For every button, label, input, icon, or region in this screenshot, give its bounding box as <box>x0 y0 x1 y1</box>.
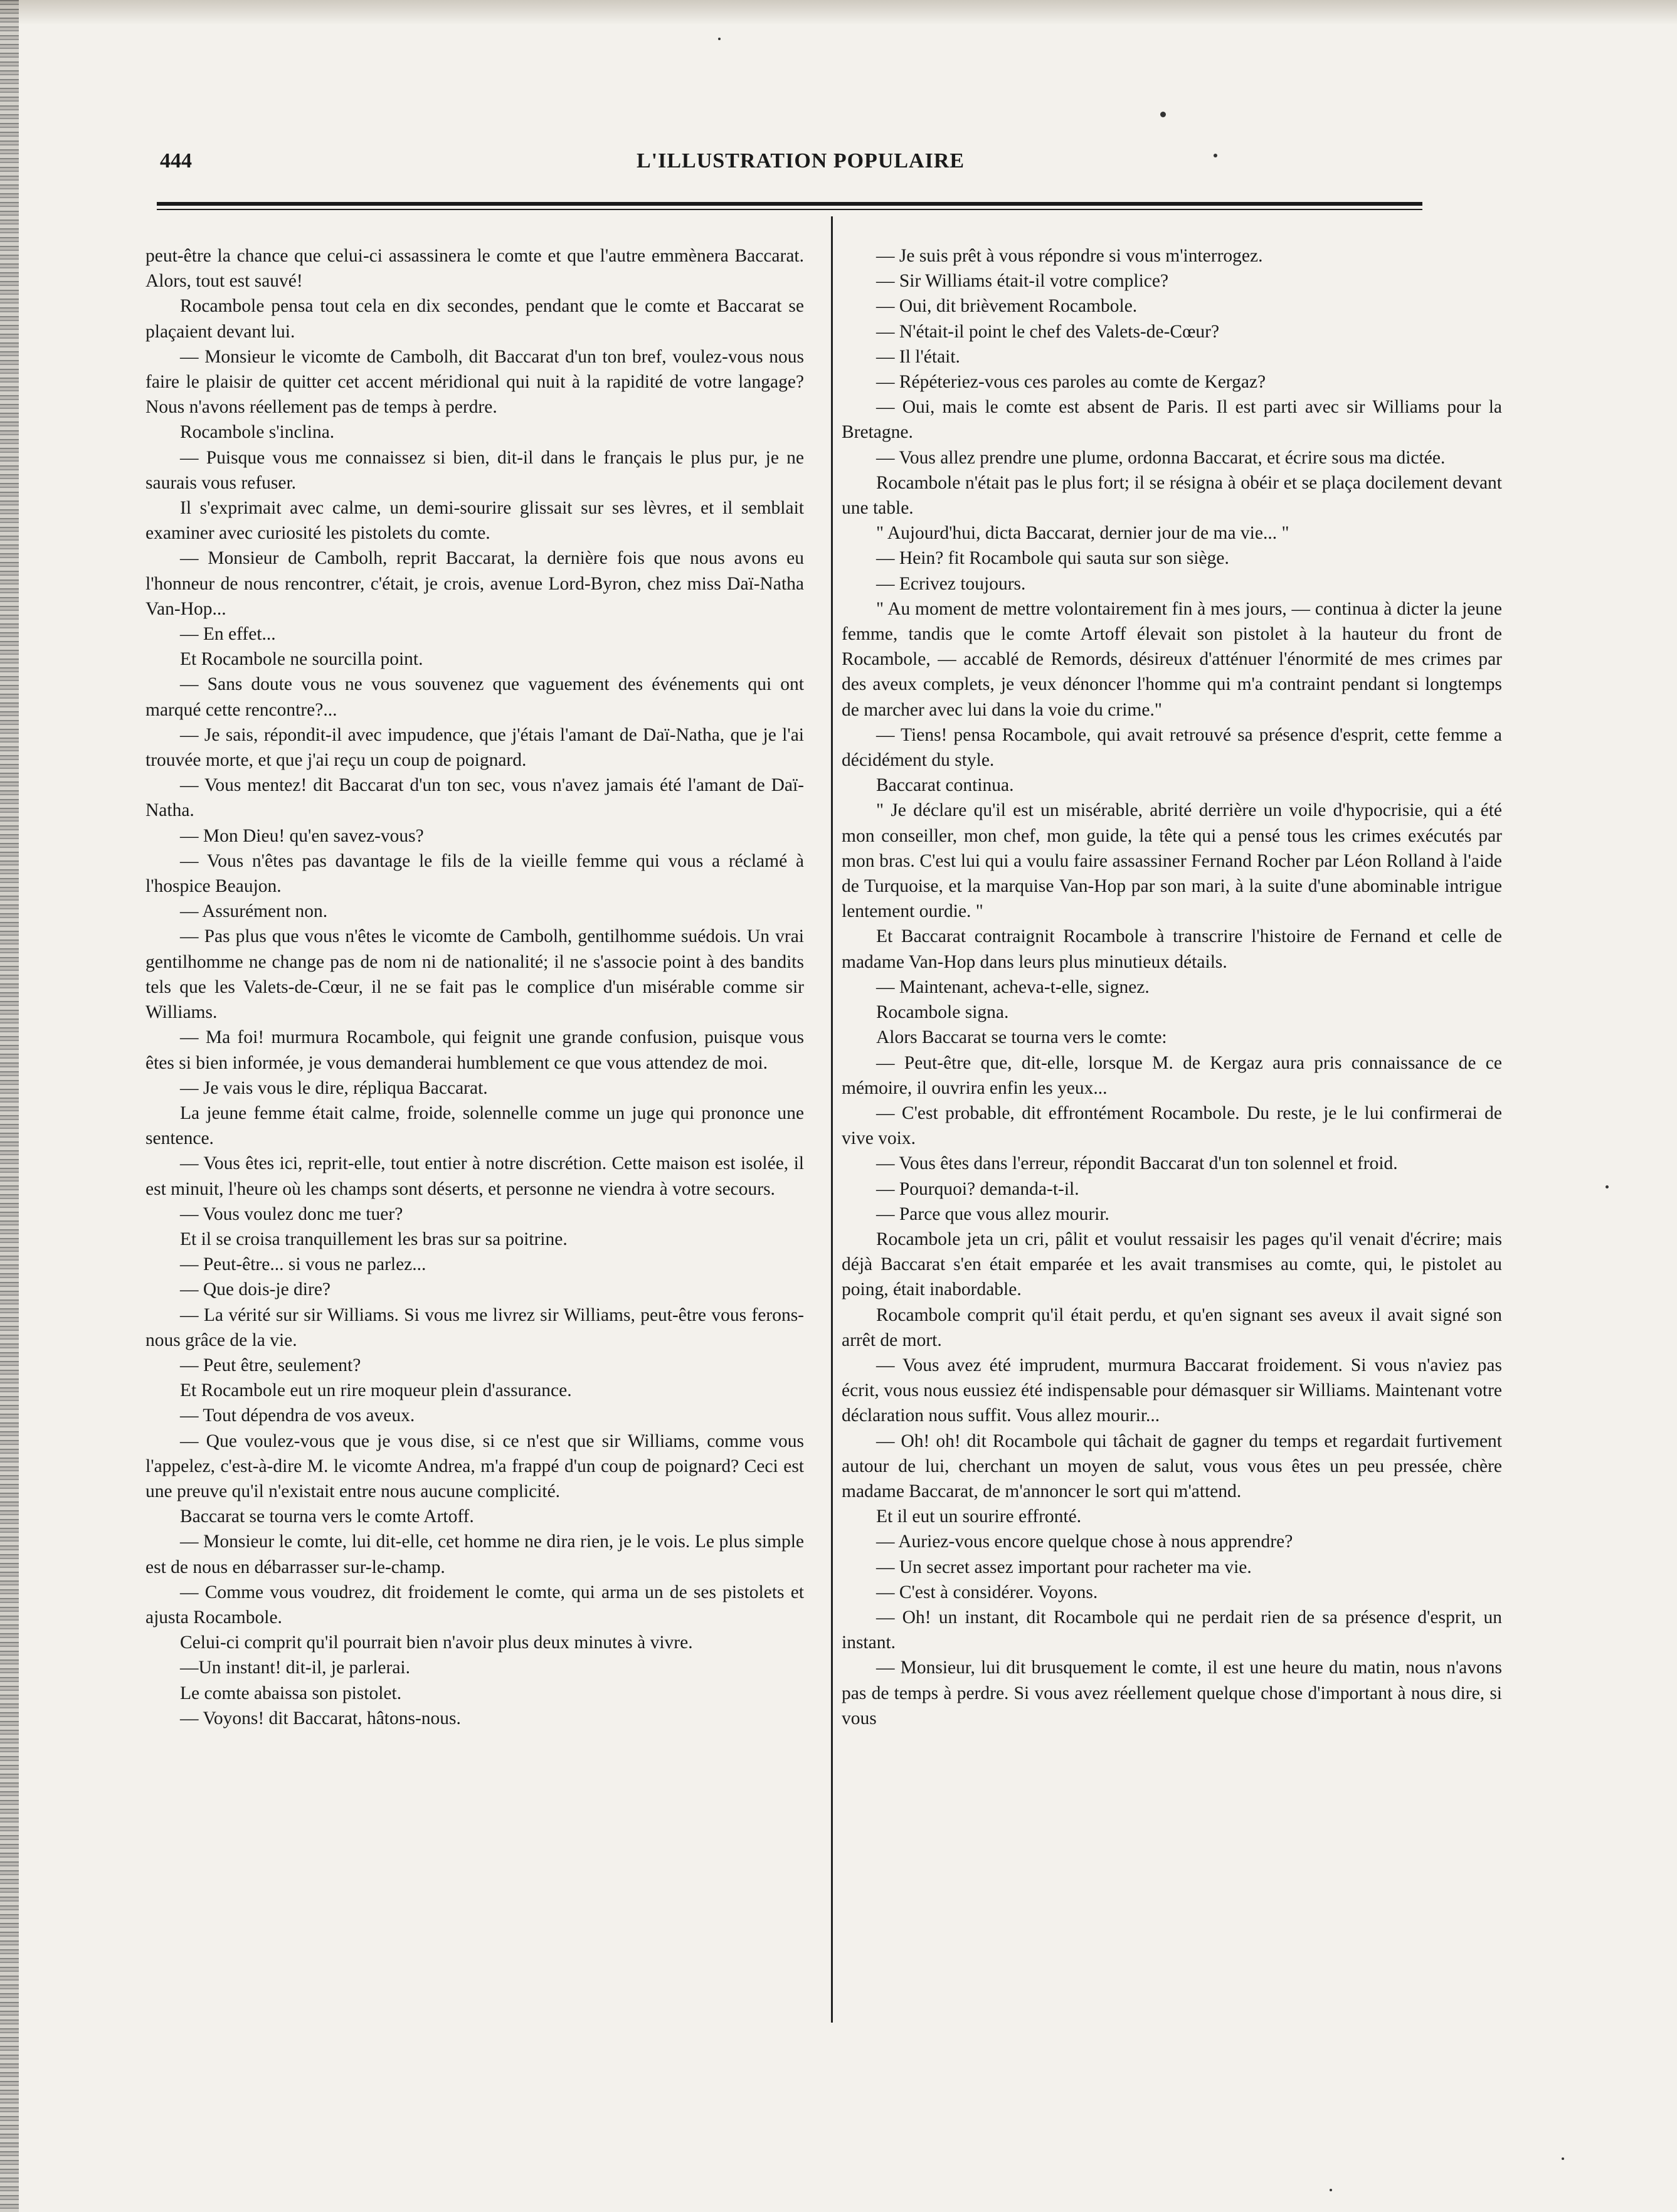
paragraph: peut-être la chance que celui-ci assassinera le comte et que l'autre emmènera Baccarat. Alors, tout est sauvé! <box>145 246 804 292</box>
paragraph: — Voyons! dit Baccarat, hâtons-nous. <box>180 1708 461 1728</box>
paragraph: — Ma foi! murmura Rocambole, qui feignit une grande confusion, puisque vous êtes si bien informée, je vous demanderai humblement ce que vous attendez de moi. <box>145 1027 804 1073</box>
paragraph: — Mon Dieu! qu'en savez-vous? <box>180 825 424 846</box>
paragraph: — Sans doute vous ne vous souvenez que vaguement des événements qui ont marqué cette rencontre?... <box>145 674 804 720</box>
paragraph: Et Rocambole eut un rire moqueur plein d'assurance. <box>180 1380 572 1401</box>
paragraph: — Ecrivez toujours. <box>876 573 1026 594</box>
running-title: L'ILLUSTRATION POPULAIRE <box>637 149 965 172</box>
paragraph: — Puisque vous me connaissez si bien, dit-il dans le français le plus pur, je ne saurais vous refuser. <box>145 447 804 493</box>
paragraph: — Pourquoi? demanda-t-il. <box>876 1178 1079 1199</box>
paragraph: — Monsieur, lui dit brusquement le comte, il est une heure du matin, nous n'avons pas de temps à perdre. Si vous avez réellement quelque chose d'important à nous dire, si vous <box>842 1658 1502 1728</box>
paragraph: Rocambole comprit qu'il était perdu, et qu'en signant ses aveux il avait signé son arrêt de mort. <box>842 1304 1502 1350</box>
paragraph: — Sir Williams était-il votre complice? <box>876 271 1169 292</box>
paragraph: — Je vais vous le dire, répliqua Baccarat. <box>180 1077 488 1098</box>
paragraph: Baccarat se tourna vers le comte Artoff. <box>180 1506 474 1527</box>
paragraph: — En effet... <box>180 624 276 645</box>
paragraph: — Assurément non. <box>180 901 328 922</box>
paragraph: Celui-ci comprit qu'il pourrait bien n'avoir plus deux minutes à vivre. <box>180 1633 693 1653</box>
paragraph: — C'est probable, dit effrontément Rocambole. Du reste, je le lui confirmerai de vive voix. <box>842 1103 1502 1149</box>
column-divider <box>831 216 833 2023</box>
paragraph: — Comme vous voudrez, dit froidement le comte, qui arma un de ses pistolets et ajusta Rocambole. <box>145 1582 804 1627</box>
paragraph: — Peut-être... si vous ne parlez... <box>180 1254 426 1275</box>
paragraph: — Vous êtes ici, reprit-elle, tout entier à notre discrétion. Cette maison est isolée, il est minuit, l'heure où les champs sont déserts, et personne ne viendra à votre secours. <box>145 1153 804 1199</box>
scan-edge-left <box>0 0 19 2212</box>
paragraph: — Il l'était. <box>876 346 960 367</box>
paragraph: — Vous n'êtes pas davantage le fils de la vieille femme qui vous a réclamé à l'hospice Beaujon. <box>145 850 804 897</box>
paragraph: — Monsieur le vicomte de Cambolh, dit Baccarat d'un ton bref, voulez-vous nous faire le plaisir de quitter cet accent méridional qui nuit à la rapidité de votre langage? Nous n'avons réellement pas de temps à perdre. <box>145 346 804 418</box>
paragraph: — Peut-être que, dit-elle, lorsque M. de Kergaz aura pris connaissance de ce mémoire, il ouvrira enfin les yeux... <box>842 1052 1502 1098</box>
paragraph: Baccarat continua. <box>876 775 1014 796</box>
paragraph: — Monsieur de Cambolh, reprit Baccarat, la dernière fois que nous avons eu l'honneur de nous rencontrer, c'était, je crois, avenue Lord-Byron, chez miss Daï-Natha Van-Hop... <box>145 548 804 619</box>
paragraph: — Répéteriez-vous ces paroles au comte de Kergaz? <box>876 372 1266 393</box>
paragraph: Et il se croisa tranquillement les bras sur sa poitrine. <box>180 1229 568 1249</box>
paragraph: — Vous mentez! dit Baccarat d'un ton sec, vous n'avez jamais été l'amant de Daï-Natha. <box>145 775 804 821</box>
paragraph: Et Baccarat contraignit Rocambole à transcrire l'histoire de Fernand et celle de madame Van-Hop dans leurs plus minutieux détails. <box>842 926 1502 972</box>
paragraph: — Tiens! pensa Rocambole, qui avait retrouvé sa présence d'esprit, cette femme a décidément du style. <box>842 724 1502 771</box>
paragraph: Rocambole n'était pas le plus fort; il se résigna à obéir et se plaça docilement devant une table. <box>842 472 1502 519</box>
paragraph: — Vous voulez donc me tuer? <box>180 1204 403 1224</box>
paragraph: Rocambole signa. <box>876 1002 1009 1023</box>
right-column <box>842 243 1502 1731</box>
paragraph: Alors Baccarat se tourna vers le comte: <box>876 1027 1167 1048</box>
paragraph: — C'est à considérer. Voyons. <box>876 1582 1098 1602</box>
page-number: 444 <box>160 149 192 172</box>
paragraph: — Tout dépendra de vos aveux. <box>180 1405 415 1426</box>
paragraph: — N'était-il point le chef des Valets-de-Cœur? <box>876 321 1220 342</box>
paragraph: — Que dois-je dire? <box>180 1279 331 1300</box>
paragraph: — Maintenant, acheva-t-elle, signez. <box>876 976 1150 997</box>
paragraph: —Un instant! dit-il, je parlerai. <box>180 1658 411 1678</box>
paragraph: — Hein? fit Rocambole qui sauta sur son siège. <box>876 548 1229 569</box>
scan-edge-top <box>0 0 1677 25</box>
paragraph: Et Rocambole ne sourcilla point. <box>180 649 423 670</box>
paragraph: — Je sais, répondit-il avec impudence, que j'étais l'amant de Daï-Natha, que je l'ai trouvée morte, et que j'ai reçu un coup de poignard. <box>145 724 804 771</box>
header-rule-thin <box>157 209 1422 210</box>
paragraph: — Oui, dit brièvement Rocambole. <box>876 296 1138 317</box>
paragraph: Rocambole jeta un cri, pâlit et voulut ressaisir les pages qu'il venait d'écrire; mais déjà Baccarat s'en était emparée et les avait transmises au comte, qui, le pistolet au poing, était inabordable. <box>842 1229 1502 1300</box>
paragraph: — Oui, mais le comte est absent de Paris. Il est parti avec sir Williams pour la Bretagne. <box>842 397 1502 443</box>
paragraph: — Peut être, seulement? <box>180 1355 361 1375</box>
paragraph: La jeune femme était calme, froide, solennelle comme un juge qui prononce une sentence. <box>145 1103 804 1149</box>
paragraph: " Aujourd'hui, dicta Baccarat, dernier jour de ma vie... " <box>876 523 1289 544</box>
paragraph: — Je suis prêt à vous répondre si vous m'interrogez. <box>876 246 1263 266</box>
header-rule-thick <box>157 202 1422 206</box>
paragraph: — Vous avez été imprudent, murmura Baccarat froidement. Si vous n'aviez pas écrit, vous nous eussiez été indispensable pour démasquer sir Williams. Maintenant votre déclaration nous suffit. Vous allez mourir... <box>842 1355 1502 1426</box>
page-header <box>160 146 1420 183</box>
paragraph: — Auriez-vous encore quelque chose à nous apprendre? <box>876 1532 1293 1552</box>
left-column <box>145 243 804 1731</box>
paragraph: — Monsieur le comte, lui dit-elle, cet homme ne dira rien, je le vois. Le plus simple est de nous en débarrasser sur-le-champ. <box>145 1532 804 1577</box>
paragraph: — Pas plus que vous n'êtes le vicomte de Cambolh, gentilhomme suédois. Un vrai gentilhomme ne change pas de nom ni de nationalité; il ne s'associe point à des bandits tels que les Valets-de-Cœur, il ne se fait pas le complice d'un misérable comme sir Williams. <box>145 926 804 1023</box>
paragraph: Le comte abaissa son pistolet. <box>180 1683 402 1703</box>
paragraph: — Parce que vous allez mourir. <box>876 1204 1109 1224</box>
paragraph: Et il eut un sourire effronté. <box>876 1506 1082 1527</box>
paragraph: — Oh! un instant, dit Rocambole qui ne perdait rien de sa présence d'esprit, un instant. <box>842 1607 1502 1653</box>
paragraph: " Je déclare qu'il est un misérable, abrité derrière un voile d'hypocrisie, qui a été mon conseiller, mon chef, mon guide, la tête qui a pensé tous les crimes exécutés par mon bras. C'est lui qui a voulu faire assassiner Fernand Rocher par Léon Rolland à l'aide de Turquoise, et la marquise Van-Hop par son mari, à la suite d'une abominable intrigue lentement ourdie. " <box>842 800 1502 922</box>
paragraph: — Oh! oh! dit Rocambole qui tâchait de gagner du temps et regardait furtivement autour de lui, cherchant un moyen de salut, vous vous êtes un peu pressée, chère madame Baccarat, de m'annoncer le sort qui m'attend. <box>842 1431 1502 1501</box>
paragraph: — La vérité sur sir Williams. Si vous me livrez sir Williams, peut-être vous ferons-nous grâce de la vie. <box>145 1304 804 1350</box>
paragraph: — Que voulez-vous que je vous dise, si ce n'est que sir Williams, comme vous l'appelez, c'est-à-dire M. le vicomte Andrea, m'a frappé d'un coup de poignard? Ceci est une preuve qu'il n'existait entre nous aucune complicité. <box>145 1431 804 1501</box>
paragraph: — Un secret assez important pour racheter ma vie. <box>876 1557 1252 1577</box>
paragraph: Rocambole pensa tout cela en dix secondes, pendant que le comte et Baccarat se plaçaient devant lui. <box>145 296 804 342</box>
paragraph: " Au moment de mettre volontairement fin à mes jours, — continua à dicter la jeune femme, tandis que le comte Artoff élevait son pistolet à la hauteur du front de Rocambole, — accablé de Remords, désireux d'atténuer l'énormité de mes crimes par des aveux complets, je veux dénoncer l'homme qui m'a contraint pendant si longtemps de marcher avec lui dans la voie du crime." <box>842 598 1502 720</box>
paragraph: — Vous êtes dans l'erreur, répondit Baccarat d'un ton solennel et froid. <box>876 1153 1398 1174</box>
paragraph: Il s'exprimait avec calme, un demi-sourire glissait sur ses lèvres, et il semblait examiner avec curiosité les pistolets du comte. <box>145 498 804 544</box>
paragraph: — Vous allez prendre une plume, ordonna Baccarat, et écrire sous ma dictée. <box>876 447 1446 468</box>
paragraph: Rocambole s'inclina. <box>180 422 335 443</box>
